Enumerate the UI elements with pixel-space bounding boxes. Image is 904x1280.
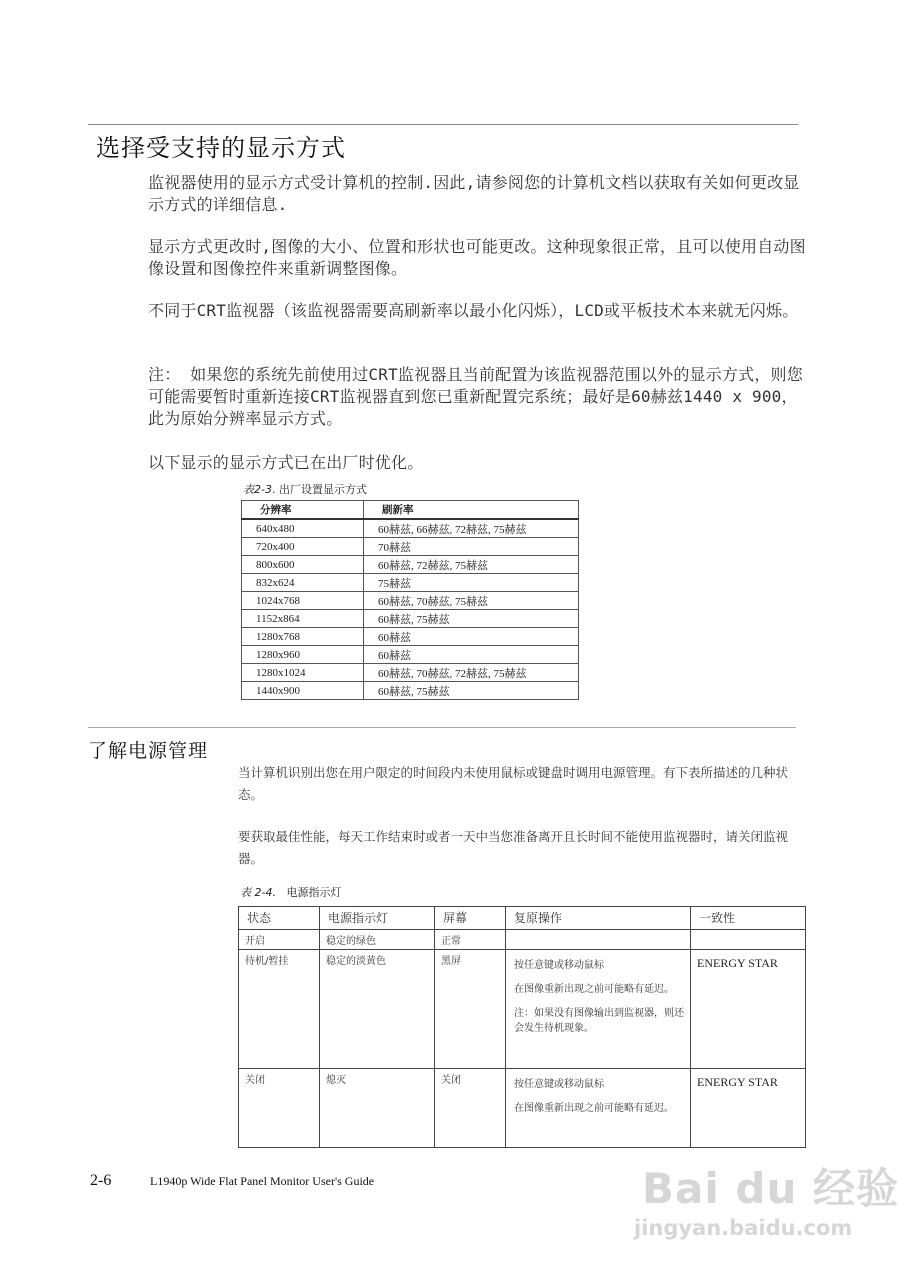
paragraph: 显示方式更改时,图像的大小、位置和形状也可能更改。这种现象很正常，且可以使用自动图像设置和图像控件来重新调整图像。 <box>148 237 806 278</box>
table-row <box>242 574 579 592</box>
resolution-cell: 1440x900 <box>242 682 364 700</box>
section-title-display-modes: 选择受支持的显示方式 <box>96 134 346 162</box>
state-cell: 开启 <box>239 930 320 950</box>
resolution-cell: 832x624 <box>242 574 364 592</box>
section-rule <box>88 727 796 728</box>
display-modes-table <box>241 500 579 700</box>
resolution-cell: 720x400 <box>242 538 364 556</box>
table-row <box>242 556 579 574</box>
table-caption-label: 表 2-4. <box>240 886 276 899</box>
column-header-compliance: 一致性 <box>691 907 806 930</box>
column-header-restore: 复原操作 <box>506 907 691 930</box>
indicator-cell: 稳定的淡黄色 <box>320 950 435 1069</box>
screen-cell: 黑屏 <box>435 950 506 1069</box>
table-row <box>242 664 579 682</box>
paragraph: 监视器使用的显示方式受计算机的控制.因此,请参阅您的计算机文档以获取有关如何更改显示方式的详细信息. <box>148 173 800 214</box>
table-caption <box>243 481 367 497</box>
note-paragraph: 注： 如果您的系统先前使用过CRT监视器且当前配置为该监视器范围以外的显示方式，则您可能需要暂时重新连接CRT监视器直到您已重新配置完系统；最好是60赫兹1440 x 900，此为原始分辨率显示方式。 <box>148 365 803 428</box>
table-header-row <box>242 501 579 520</box>
compliance-cell: ENERGY STAR <box>691 1069 806 1148</box>
table-row <box>242 646 579 664</box>
page-number: 2-6 <box>90 1172 112 1189</box>
power-indicator-table <box>238 906 806 1148</box>
resolution-cell: 1280x768 <box>242 628 364 646</box>
restore-line: 按任意键或移动鼠标 <box>514 960 604 971</box>
restore-line: 注：如果没有图像输出到监视器，则还会发生待机现象。 <box>514 1008 684 1034</box>
resolution-cell: 1280x960 <box>242 646 364 664</box>
paragraph: 当计算机识别出您在用户限定的时间段内未使用鼠标或键盘时调用电源管理。有下表所描述的几种状态。 <box>238 765 789 802</box>
restore-line: 按任意键或移动鼠标 <box>514 1079 604 1090</box>
table-row <box>242 519 579 538</box>
table-row <box>242 538 579 556</box>
refresh-rate-cell: 60赫兹, 70赫兹, 75赫兹 <box>364 592 579 610</box>
restore-line: 在图像重新出现之前可能略有延迟。 <box>514 1103 674 1114</box>
refresh-rate-cell: 75赫兹 <box>364 574 579 592</box>
table-caption-text: 电源指示灯 <box>286 886 342 899</box>
column-header-screen: 屏幕 <box>435 907 506 930</box>
top-rule <box>88 124 798 125</box>
table-row <box>239 950 806 1069</box>
restore-cell <box>506 950 691 1069</box>
refresh-rate-cell: 60赫兹 <box>364 628 579 646</box>
table-row <box>242 610 579 628</box>
restore-line: 在图像重新出现之前可能略有延迟。 <box>514 984 674 995</box>
table-row <box>242 592 579 610</box>
column-header-state: 状态 <box>239 907 320 930</box>
screen-cell: 关闭 <box>435 1069 506 1148</box>
resolution-cell: 640x480 <box>242 519 364 538</box>
refresh-rate-cell: 60赫兹 <box>364 646 579 664</box>
indicator-cell: 熄灭 <box>320 1069 435 1148</box>
resolution-cell: 1024x768 <box>242 592 364 610</box>
refresh-rate-cell: 60赫兹, 75赫兹 <box>364 682 579 700</box>
paragraph: 不同于CRT监视器（该监视器需要高刷新率以最小化闪烁），LCD或平板技术本来就无闪烁。 <box>148 301 799 320</box>
refresh-rate-cell: 70赫兹 <box>364 538 579 556</box>
table-header-row <box>239 907 806 930</box>
compliance-cell <box>691 930 806 950</box>
table-row <box>239 930 806 950</box>
screen-cell: 正常 <box>435 930 506 950</box>
refresh-rate-cell: 60赫兹, 70赫兹, 72赫兹, 75赫兹 <box>364 664 579 682</box>
baidu-watermark <box>632 1142 899 1262</box>
state-cell: 关闭 <box>239 1069 320 1148</box>
refresh-rate-cell: 60赫兹, 66赫兹, 72赫兹, 75赫兹 <box>364 519 579 538</box>
table-row <box>242 682 579 700</box>
table-row <box>242 628 579 646</box>
table-caption <box>240 884 341 900</box>
resolution-cell: 1152x864 <box>242 610 364 628</box>
refresh-rate-cell: 60赫兹, 75赫兹 <box>364 610 579 628</box>
table-row <box>239 1069 806 1148</box>
resolution-cell: 1280x1024 <box>242 664 364 682</box>
column-header-refresh-rate: 刷新率 <box>364 501 579 520</box>
state-cell: 待机/暂挂 <box>239 950 320 1069</box>
footer-title: L1940p Wide Flat Panel Monitor User's Guide <box>150 1174 375 1188</box>
column-header-resolution: 分辨率 <box>242 501 364 520</box>
restore-cell <box>506 1069 691 1148</box>
section-title-power-management: 了解电源管理 <box>88 740 209 762</box>
table-caption-text: . 出厂设置显示方式 <box>271 483 367 496</box>
indicator-cell: 稳定的绿色 <box>320 930 435 950</box>
resolution-cell: 800x600 <box>242 556 364 574</box>
restore-cell <box>506 930 691 950</box>
watermark-logo: Bai du 经验 <box>642 1164 899 1213</box>
compliance-cell: ENERGY STAR <box>691 950 806 1069</box>
paragraph: 要获取最佳性能，每天工作结束时或者一天中当您准备离开且长时间不能使用监视器时，请关闭监视器。 <box>238 829 789 866</box>
table-caption-label: 表2-3 <box>243 483 272 496</box>
refresh-rate-cell: 60赫兹, 72赫兹, 75赫兹 <box>364 556 579 574</box>
paragraph: 以下显示的显示方式已在出厂时优化。 <box>148 453 424 472</box>
column-header-indicator: 电源指示灯 <box>320 907 435 930</box>
watermark-url: jingyan.baidu.com <box>634 1216 853 1240</box>
